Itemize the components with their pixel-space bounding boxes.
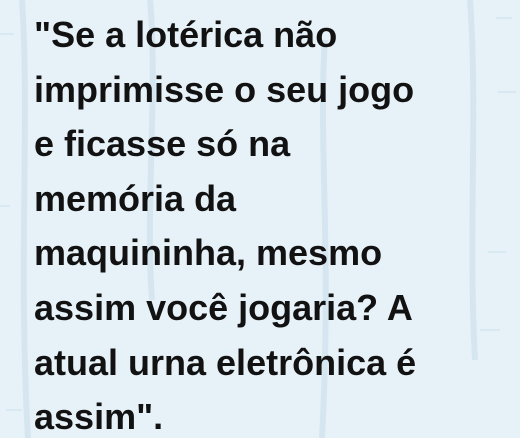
quote-text: [34, 8, 514, 438]
quote-line: assim você jogaria? A: [34, 286, 413, 328]
quote-line: atual urna eletrônica é: [34, 341, 417, 383]
quote-line: imprimisse o seu jogo: [34, 68, 415, 110]
quote-line: maquininha, mesmo: [34, 232, 383, 274]
quote-line: assim".: [34, 396, 164, 438]
texture-stroke: [22, 0, 28, 438]
quote-line: memória da: [34, 177, 237, 219]
quote-line: "Se a lotérica não: [34, 14, 338, 55]
quote-line: e ficasse só na: [34, 123, 291, 165]
